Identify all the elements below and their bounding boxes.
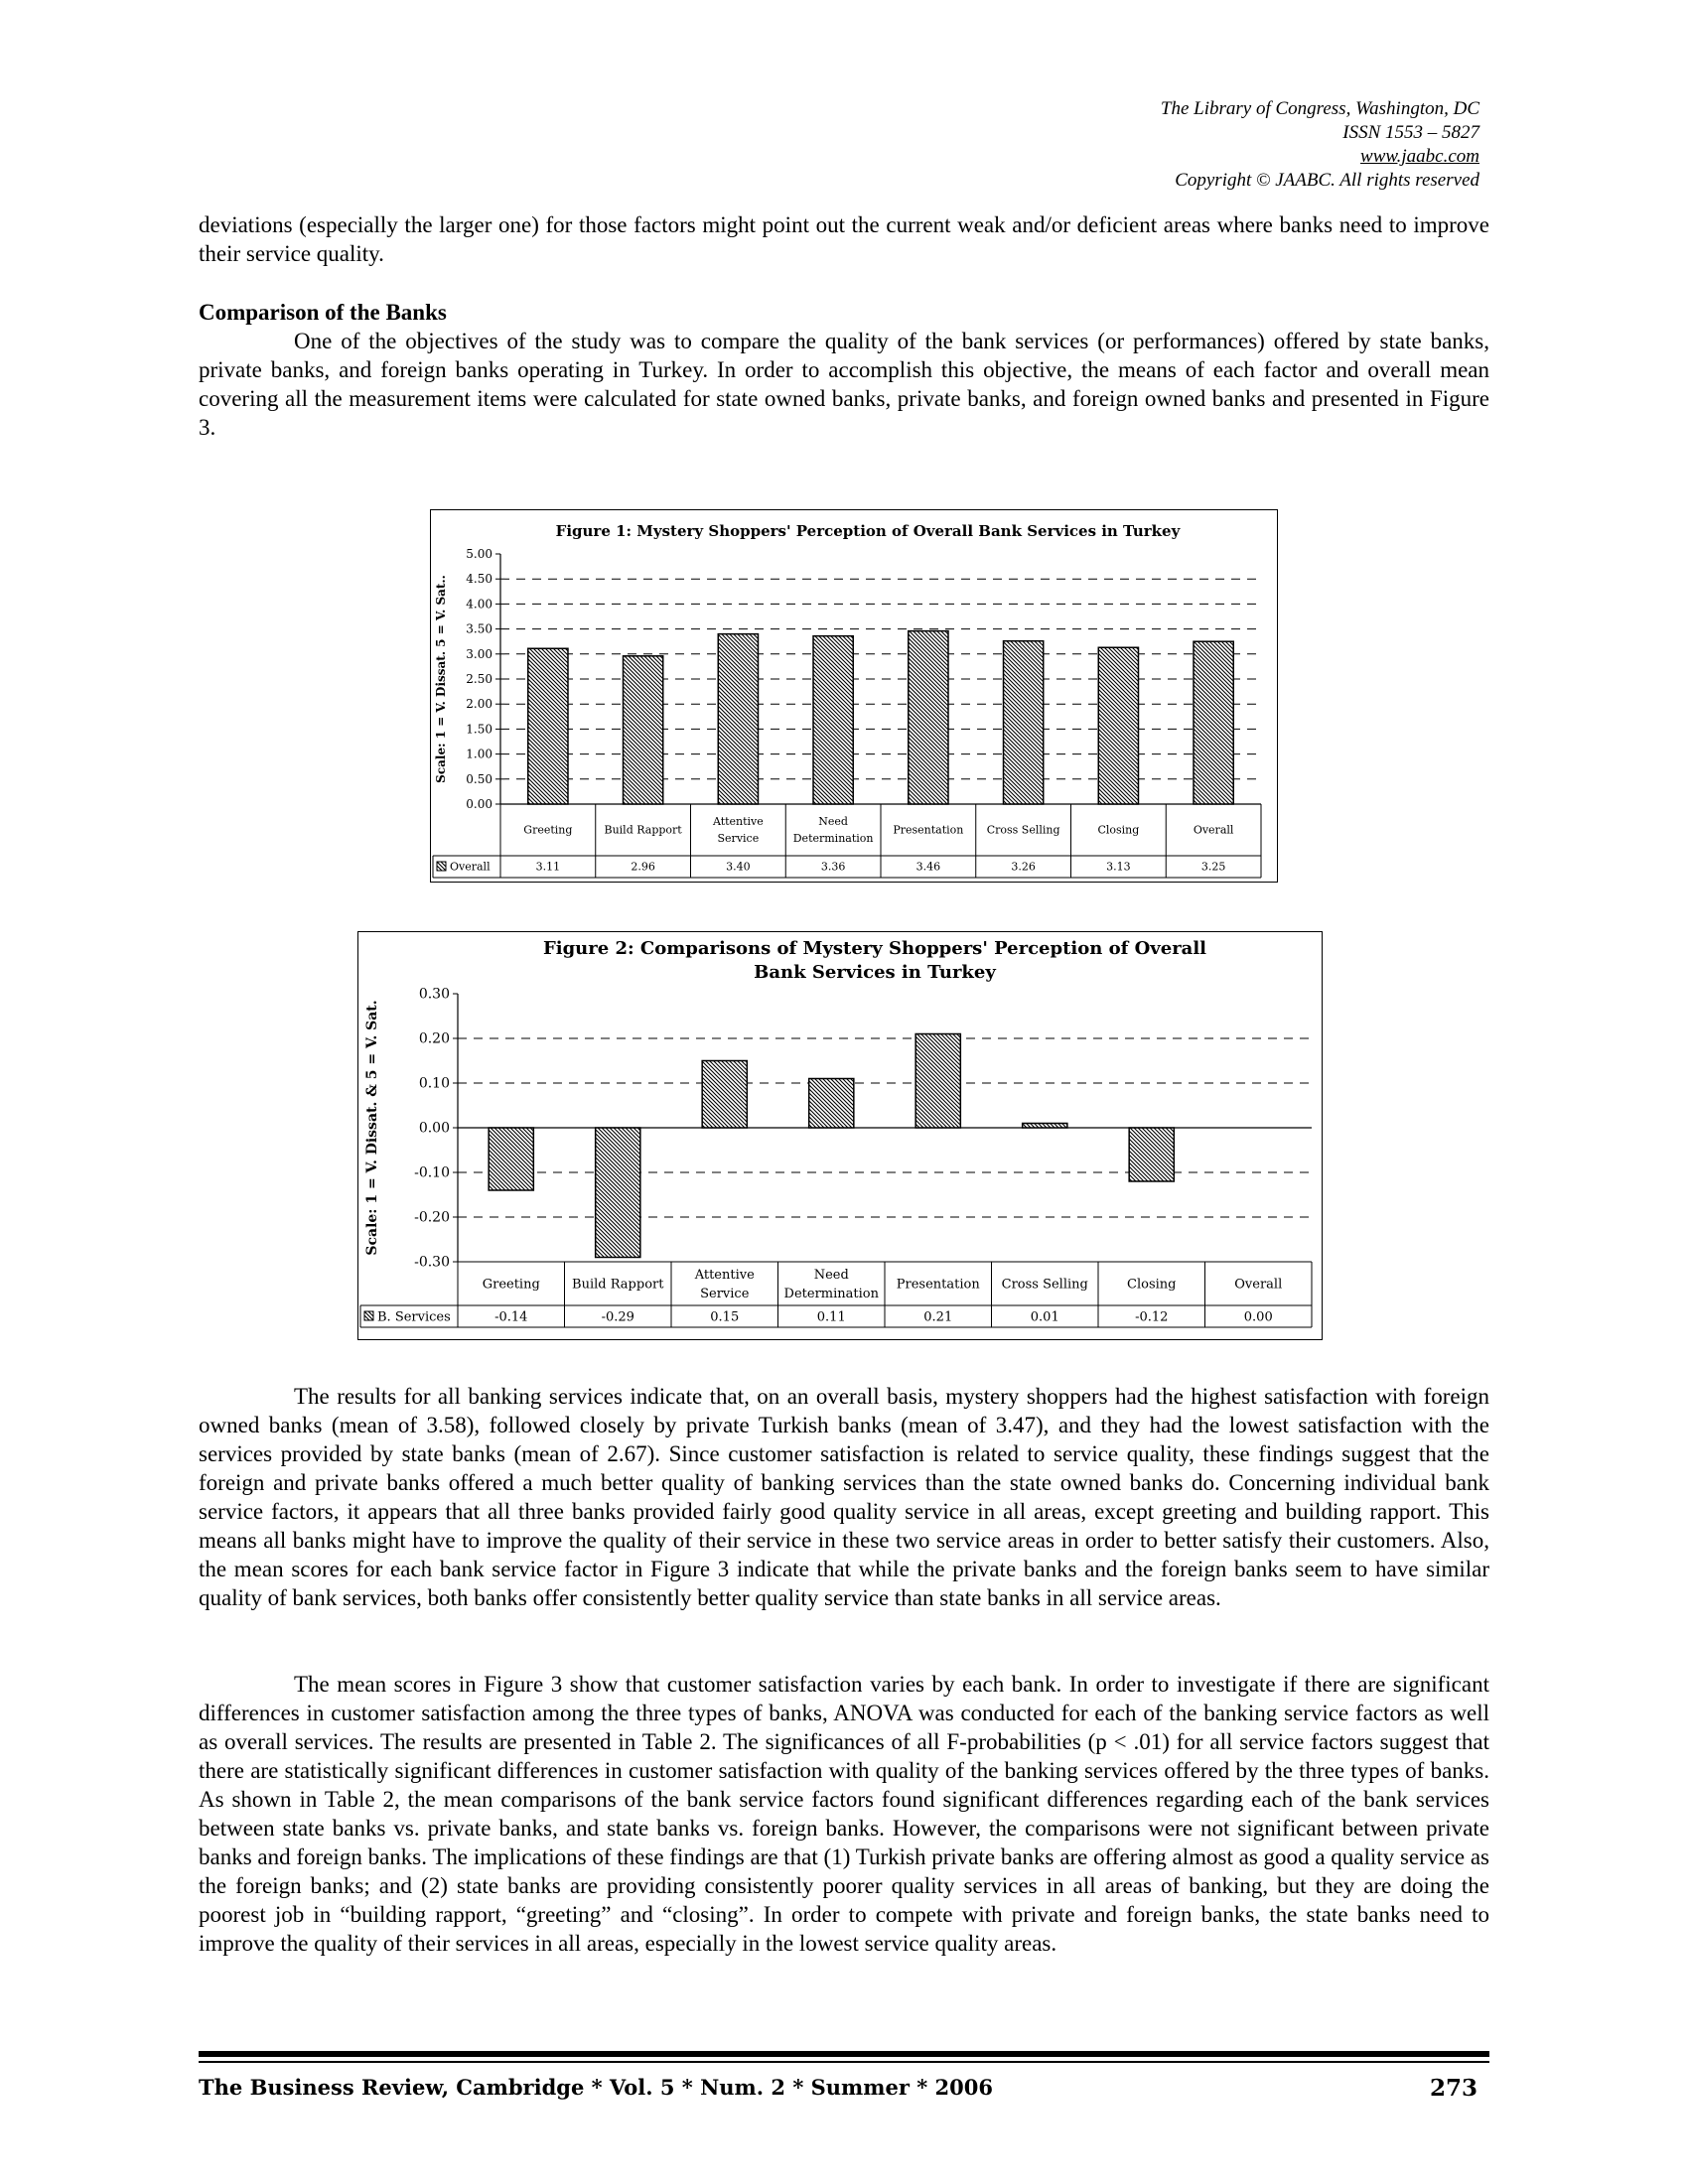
header-copyright: Copyright © JAABC. All rights reserved	[1175, 170, 1479, 191]
x-category-label: Overall	[1193, 823, 1234, 837]
x-category-label: Cross Selling	[1001, 1277, 1088, 1293]
y-tick-label: -0.10	[414, 1164, 450, 1181]
data-label: 0.15	[710, 1309, 740, 1325]
page-number: 273	[1429, 2075, 1477, 2102]
x-category-label: Service	[700, 1286, 750, 1301]
x-category-label: Build Rapport	[604, 823, 682, 837]
header-library: The Library of Congress, Washington, DC	[1160, 98, 1479, 119]
y-tick-label: -0.30	[414, 1254, 450, 1271]
x-category-label: Closing	[1127, 1277, 1177, 1293]
data-label: -0.14	[494, 1309, 528, 1325]
bar-1	[489, 1128, 533, 1190]
data-label: 3.11	[535, 860, 561, 874]
x-category-label: Need	[818, 815, 848, 829]
y-tick-label: 0.20	[418, 1030, 450, 1047]
figure-1-chart	[430, 509, 1278, 883]
x-category-label: Closing	[1097, 823, 1140, 837]
header-issn: ISSN 1553 – 5827	[1342, 122, 1479, 143]
bar-6	[1023, 1124, 1067, 1129]
x-category-label: Build Rapport	[572, 1277, 664, 1293]
data-label: 0.01	[1030, 1309, 1059, 1325]
y-tick-label: 0.50	[466, 771, 492, 786]
bar-3	[702, 1061, 747, 1129]
legend-swatch	[364, 1311, 373, 1320]
figure-1-svg	[431, 510, 1277, 882]
data-label: 3.13	[1106, 860, 1131, 874]
paragraph-comparison: One of the objectives of the study was to compare the quality of the bank services (or performances) offered by state banks, private banks, and foreign banks operating in Turkey. In order to accomplish this objective, the means of each factor and overall mean covering all the measurement items were calculated for state owned banks, private banks, and foreign owned banks and presented in Figure 3.	[199, 329, 1489, 440]
x-category-label: Presentation	[896, 1277, 980, 1293]
figure-2-chart	[357, 931, 1323, 1340]
y-tick-label: -0.20	[414, 1209, 450, 1226]
chart-title: Figure 2: Comparisons of Mystery Shoppers' Perception of Overall	[542, 938, 1207, 959]
data-label: -0.12	[1135, 1309, 1169, 1325]
paragraph-results: The results for all banking services indicate that, on an overall basis, mystery shoppers had the highest satisfaction with foreign owned banks (mean of 3.58), followed closely by private Turkish banks (mean of 3.47), and they had the lowest satisfaction with the services provided by state banks (mean of 2.67). Since customer satisfaction is related to service quality, these findings suggest that the foreign and private banks offered a much better quality of banking services than the state owned banks do. Concerning individual bank service factors, it appears that all three banks provided fairly good quality service in all areas, except greeting and building rapport. This means all banks might have to improve the quality of their service in these two service areas in order to better satisfy their customers. Also, the mean scores for each bank service factor in Figure 3 indicate that while the private banks and the foreign banks seem to have similar quality of bank services, both banks offer consistently better quality service than state banks in all service areas.	[199, 1384, 1489, 1610]
footer-rule-thin	[199, 2061, 1489, 2063]
y-axis-label: Scale: 1 = V. Dissat. & 5 = V. Sat.	[364, 1000, 380, 1256]
data-label: -0.29	[601, 1309, 634, 1325]
data-label: 0.21	[923, 1309, 953, 1325]
x-category-label: Greeting	[482, 1277, 540, 1293]
y-tick-label: 0.00	[466, 797, 492, 811]
x-category-label: Attentive	[694, 1267, 755, 1283]
bar-2	[596, 1128, 640, 1258]
bar-4	[809, 1079, 854, 1129]
x-category-label: Presentation	[893, 823, 964, 837]
y-tick-label: 0.30	[418, 986, 450, 1003]
x-category-label: Greeting	[523, 823, 573, 837]
x-category-label: Cross Selling	[986, 823, 1060, 837]
footer-rule-thick	[199, 2051, 1489, 2057]
y-tick-label: 0.00	[418, 1120, 450, 1137]
x-category-label: Service	[717, 832, 760, 846]
bar-8	[1194, 641, 1233, 804]
bar-5	[909, 631, 948, 804]
y-tick-label: 1.00	[466, 747, 492, 761]
top-paragraph-block	[199, 210, 1489, 268]
y-tick-label: 1.50	[466, 722, 492, 737]
comparison-section	[199, 298, 1489, 442]
legend-swatch	[437, 862, 446, 871]
bar-5	[915, 1034, 960, 1129]
section-title: Comparison of the Banks	[199, 300, 447, 325]
data-label: 0.11	[816, 1309, 846, 1325]
chart-title: Figure 1: Mystery Shoppers' Perception of Overall Bank Services in Turkey	[555, 522, 1181, 540]
bar-3	[718, 634, 758, 804]
data-label: 3.26	[1011, 860, 1036, 874]
bar-7	[1098, 647, 1138, 804]
data-label: 3.36	[820, 860, 846, 874]
bar-7	[1129, 1128, 1174, 1181]
y-tick-label: 2.00	[466, 697, 492, 712]
bar-4	[813, 636, 853, 804]
legend-series-name: B. Services	[377, 1309, 451, 1325]
y-tick-label: 2.50	[466, 672, 492, 686]
bar-1	[528, 648, 568, 804]
y-tick-label: 4.50	[466, 572, 492, 587]
y-tick-label: 3.00	[466, 646, 492, 661]
chart-title-line-2: Bank Services in Turkey	[754, 962, 996, 983]
x-category-label: Determination	[792, 832, 874, 846]
anova-block	[199, 1670, 1489, 1958]
header-website-link[interactable]: www.jaabc.com	[1360, 146, 1479, 167]
data-label: 0.00	[1243, 1309, 1273, 1325]
x-category-label: Need	[813, 1267, 849, 1283]
y-tick-label: 3.50	[466, 621, 492, 636]
footer-journal: The Business Review, Cambridge * Vol. 5 * Num. 2 * Summer * 2006	[199, 2075, 993, 2100]
x-category-label: Overall	[1234, 1277, 1283, 1293]
results-block	[199, 1382, 1489, 1612]
y-tick-label: 5.00	[466, 547, 492, 561]
figure-2-svg	[358, 932, 1322, 1339]
y-axis-label: Scale: 1 = V. Dissat. 5 = V. Sat..	[434, 575, 448, 783]
x-category-label: Attentive	[712, 815, 764, 829]
data-label: 2.96	[631, 860, 655, 874]
bar-2	[624, 656, 663, 804]
x-category-label: Determination	[783, 1286, 879, 1301]
bar-6	[1004, 641, 1044, 804]
data-label: 3.40	[726, 860, 751, 874]
y-tick-label: 0.10	[418, 1075, 450, 1092]
y-tick-label: 4.00	[466, 597, 492, 612]
data-label: 3.46	[915, 860, 941, 874]
running-header	[1161, 97, 1479, 193]
paragraph-anova: The mean scores in Figure 3 show that customer satisfaction varies by each bank. In order to investigate if there are significant differences in customer satisfaction among the three types of banks, ANOVA was conducted for each of the banking service factors as well as overall services. The results are presented in Table 2. The significances of all F-probabilities (p < .01) for all service factors suggest that there are statistically significant differences in customer satisfaction with quality of the banking services offered by the three types of banks. As shown in Table 2, the mean comparisons of the bank service factors found significant differences regarding each of the bank services between state banks vs. private banks, and state banks vs. foreign banks. However, the comparisons were not significant between private banks and foreign banks. The implications of these findings are that (1) Turkish private banks are offering almost as good a quality service as the foreign banks; and (2) state banks are providing consistently poorer quality services in all areas of banking, but they are doing the poorest job in “building rapport, “greeting” and “closing”. In order to compete with private and foreign banks, the state banks need to improve the quality of their services in all areas, especially in the lowest service quality areas.	[199, 1672, 1489, 1956]
paragraph-deviations: deviations (especially the larger one) for those factors might point out the current weak and/or deficient areas where banks need to improve their service quality.	[199, 212, 1489, 266]
data-label: 3.25	[1200, 860, 1226, 874]
legend-series-name: Overall	[450, 860, 491, 874]
